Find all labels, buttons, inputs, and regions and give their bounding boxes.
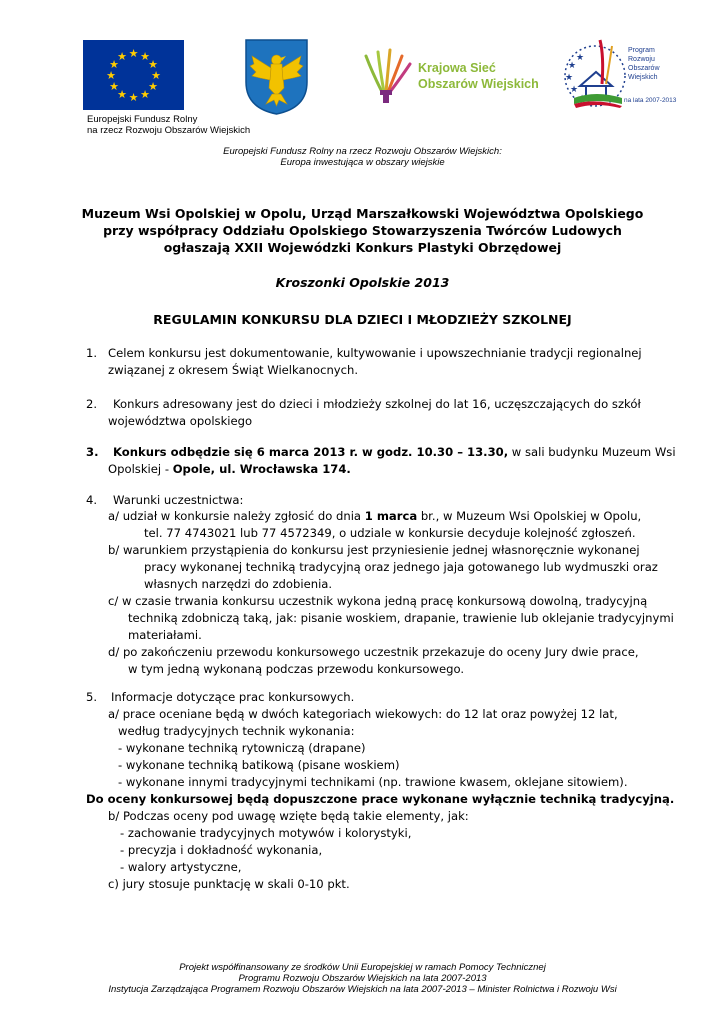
item-4-a-pre: a/ udział w konkursie należy zgłosić do dnia bbox=[108, 509, 365, 523]
item-5-technique-3: - wykonane innymi tradycyjnymi technikami (np. trawione kwasem, oklejane sitowiem). bbox=[118, 775, 628, 789]
item-3-line-2-pre: Opolskiej - bbox=[108, 462, 173, 476]
svg-text:★: ★ bbox=[575, 53, 585, 63]
item-5-technique-1: - wykonane techniką rytowniczą (drapane) bbox=[118, 741, 366, 755]
eu-caption bbox=[87, 114, 250, 136]
item-5-criterion-3: - walory artystyczne, bbox=[120, 860, 242, 874]
footer-line-3: Instytucja Zarządzająca Programem Rozwoju Obszarów Wiejskich na lata 2007-2013 – Minister Rolnictwa i Rozwoju Wsi bbox=[108, 984, 617, 995]
eu-caption-line-2: na rzecz Rozwoju Obszarów Wiejskich bbox=[87, 125, 251, 136]
svg-text:★: ★ bbox=[140, 50, 150, 63]
svg-text:★: ★ bbox=[117, 88, 127, 101]
svg-text:★: ★ bbox=[140, 88, 150, 101]
item-4-b-line-3: własnych narzędzi do zdobienia. bbox=[144, 577, 333, 591]
svg-text:★: ★ bbox=[117, 50, 127, 63]
item-5-number: 5. bbox=[86, 690, 98, 704]
title-line-1: Muzeum Wsi Opolskiej w Opolu, Urząd Marszałkowski Województwa Opolskiego bbox=[81, 206, 644, 221]
contest-subtitle: Kroszonki Opolskie 2013 bbox=[275, 275, 450, 290]
prow-text-5: na lata 2007-2013 bbox=[624, 97, 677, 104]
item-4-number: 4. bbox=[86, 493, 98, 507]
header-motto bbox=[0, 146, 725, 168]
item-5-criterion-2: - precyzja i dokładność wykonania, bbox=[120, 843, 323, 857]
item-3-line-1-rest: w sali budynku Muzeum Wsi bbox=[508, 445, 676, 459]
item-4-b-line-1: b/ warunkiem przystąpienia do konkursu jest przyniesienie jednej własnoręcznie wykonanej bbox=[108, 543, 640, 557]
item-4-c-line-3: materiałami. bbox=[128, 628, 202, 642]
svg-text:★: ★ bbox=[128, 47, 139, 60]
item-3-line-1 bbox=[113, 444, 676, 461]
item-1-line-1: Celem konkursu jest dokumentowanie, kultywowanie i upowszechnianie tradycji regionalnej bbox=[108, 346, 642, 360]
prow-text-2: Rozwoju bbox=[628, 56, 655, 63]
item-4-d-line-2: w tym jedną wykonaną podczas przewodu konkursowego. bbox=[128, 662, 465, 676]
item-5-heading: Informacje dotyczące prac konkursowych. bbox=[111, 690, 355, 704]
item-4-c-line-2: techniką zdobniczą taką, jak: pisanie woskiem, drapanie, trawienie lub oklejanie tradycyjnymi bbox=[128, 611, 674, 625]
prow-text-4: Wiejskich bbox=[628, 74, 658, 81]
item-2-line-2: województwa opolskiego bbox=[108, 414, 253, 428]
svg-text:★: ★ bbox=[567, 61, 577, 71]
item-4-a-date: 1 marca bbox=[364, 509, 418, 523]
item-4-heading: Warunki uczestnictwa: bbox=[113, 493, 244, 507]
item-4-b-line-2: pracy wykonanej techniką tradycyjną oraz jednego jaja gotowanego lub wydmuszki oraz bbox=[144, 560, 658, 574]
item-4-a-line-1 bbox=[108, 508, 641, 525]
prow-text-1: Program bbox=[628, 47, 655, 54]
item-3-line-2 bbox=[108, 461, 351, 478]
svg-text:★: ★ bbox=[564, 73, 574, 83]
eu-flag-logo bbox=[83, 40, 184, 110]
item-2-number: 2. bbox=[86, 397, 98, 411]
title-line-3: ogłaszają XXII Wojewódzki Konkurs Plastyki Obrzędowej bbox=[163, 240, 562, 255]
item-1-number: 1. bbox=[86, 346, 98, 360]
prow-text-3: Obszarów bbox=[628, 65, 660, 72]
ksow-logo bbox=[360, 42, 540, 106]
item-5-technique-2: - wykonane techniką batikową (pisane woskiem) bbox=[118, 758, 400, 772]
header-motto-line-2: Europa inwestująca w obszary wiejskie bbox=[280, 157, 445, 168]
item-3-address-bold: Opole, ul. Wrocławska 174. bbox=[172, 462, 351, 476]
opole-coat-of-arms-logo bbox=[244, 38, 309, 116]
header-motto-line-1: Europejski Fundusz Rolny na rzecz Rozwoju Obszarów Wiejskich: bbox=[223, 146, 502, 157]
svg-text:★: ★ bbox=[148, 58, 158, 71]
svg-text:★: ★ bbox=[569, 85, 579, 95]
item-3-date-bold: Konkurs odbędzie się 6 marca 2013 r. w godz. 10.30 – 13.30, bbox=[113, 445, 509, 459]
item-5-c-line-1: c) jury stosuje punktację w skali 0-10 pkt. bbox=[108, 877, 350, 891]
item-4-a-post: br., w Muzeum Wsi Opolskiej w Opolu, bbox=[417, 509, 642, 523]
item-4-c-line-1: c/ w czasie trwania konkursu uczestnik wykona jedną pracę konkursową dowolną, tradycyjną bbox=[108, 594, 648, 608]
footer bbox=[0, 962, 725, 995]
svg-text:★: ★ bbox=[128, 91, 139, 104]
item-5-b-line-1: b/ Podczas oceny pod uwagę wzięte będą takie elementy, jak: bbox=[108, 809, 469, 823]
item-4-a-line-2: tel. 77 4743021 lub 77 4572349, o udziale w konkursie decyduje kolejność zgłoszeń. bbox=[144, 526, 636, 540]
document-title bbox=[0, 205, 725, 256]
footer-line-1: Projekt współfinansowany ze środków Unii Europejskiej w ramach Pomocy Technicznej bbox=[179, 962, 546, 973]
item-2-line-1: Konkurs adresowany jest do dzieci i młodzieży szkolnej do lat 16, uczęszczających do szkół bbox=[113, 397, 641, 411]
regulamin-heading: REGULAMIN KONKURSU DLA DZIECI I MŁODZIEŻY SZKOLNEJ bbox=[153, 312, 572, 327]
eu-caption-line-1: Europejski Fundusz Rolny bbox=[87, 114, 198, 125]
ksow-text-line-1: Krajowa Sieć bbox=[418, 61, 496, 75]
svg-text:★: ★ bbox=[109, 58, 119, 71]
item-1-line-2: związanej z okresem Świąt Wielkanocnych. bbox=[108, 363, 359, 377]
footer-line-2: Programu Rozwoju Obszarów Wiejskich na lata 2007-2013 bbox=[238, 973, 487, 984]
item-3-number: 3. bbox=[86, 445, 99, 459]
svg-text:★: ★ bbox=[106, 69, 116, 82]
item-5-a-line-1: a/ prace oceniane będą w dwóch kategoriach wiekowych: do 12 lat oraz powyżej 12 lat, bbox=[108, 707, 618, 721]
title-line-2: przy współpracy Oddziału Opolskiego Stowarzyszenia Twórców Ludowych bbox=[103, 223, 622, 238]
ksow-text-line-2: Obszarów Wiejskich bbox=[418, 77, 539, 91]
svg-text:★: ★ bbox=[148, 80, 158, 93]
item-5-bold-note: Do oceny konkursowej będą dopuszczone prace wykonane wyłącznie techniką tradycyjną. bbox=[86, 792, 675, 806]
svg-text:★: ★ bbox=[109, 80, 119, 93]
item-5-a-line-2: według tradycyjnych technik wykonania: bbox=[118, 724, 355, 738]
item-4-d-line-1: d/ po zakończeniu przewodu konkursowego uczestnik przekazuje do oceny Jury dwie prace, bbox=[108, 645, 639, 659]
svg-text:★: ★ bbox=[151, 69, 161, 82]
item-5-criterion-1: - zachowanie tradycyjnych motywów i kolorystyki, bbox=[120, 826, 412, 840]
prow-logo bbox=[560, 36, 690, 112]
